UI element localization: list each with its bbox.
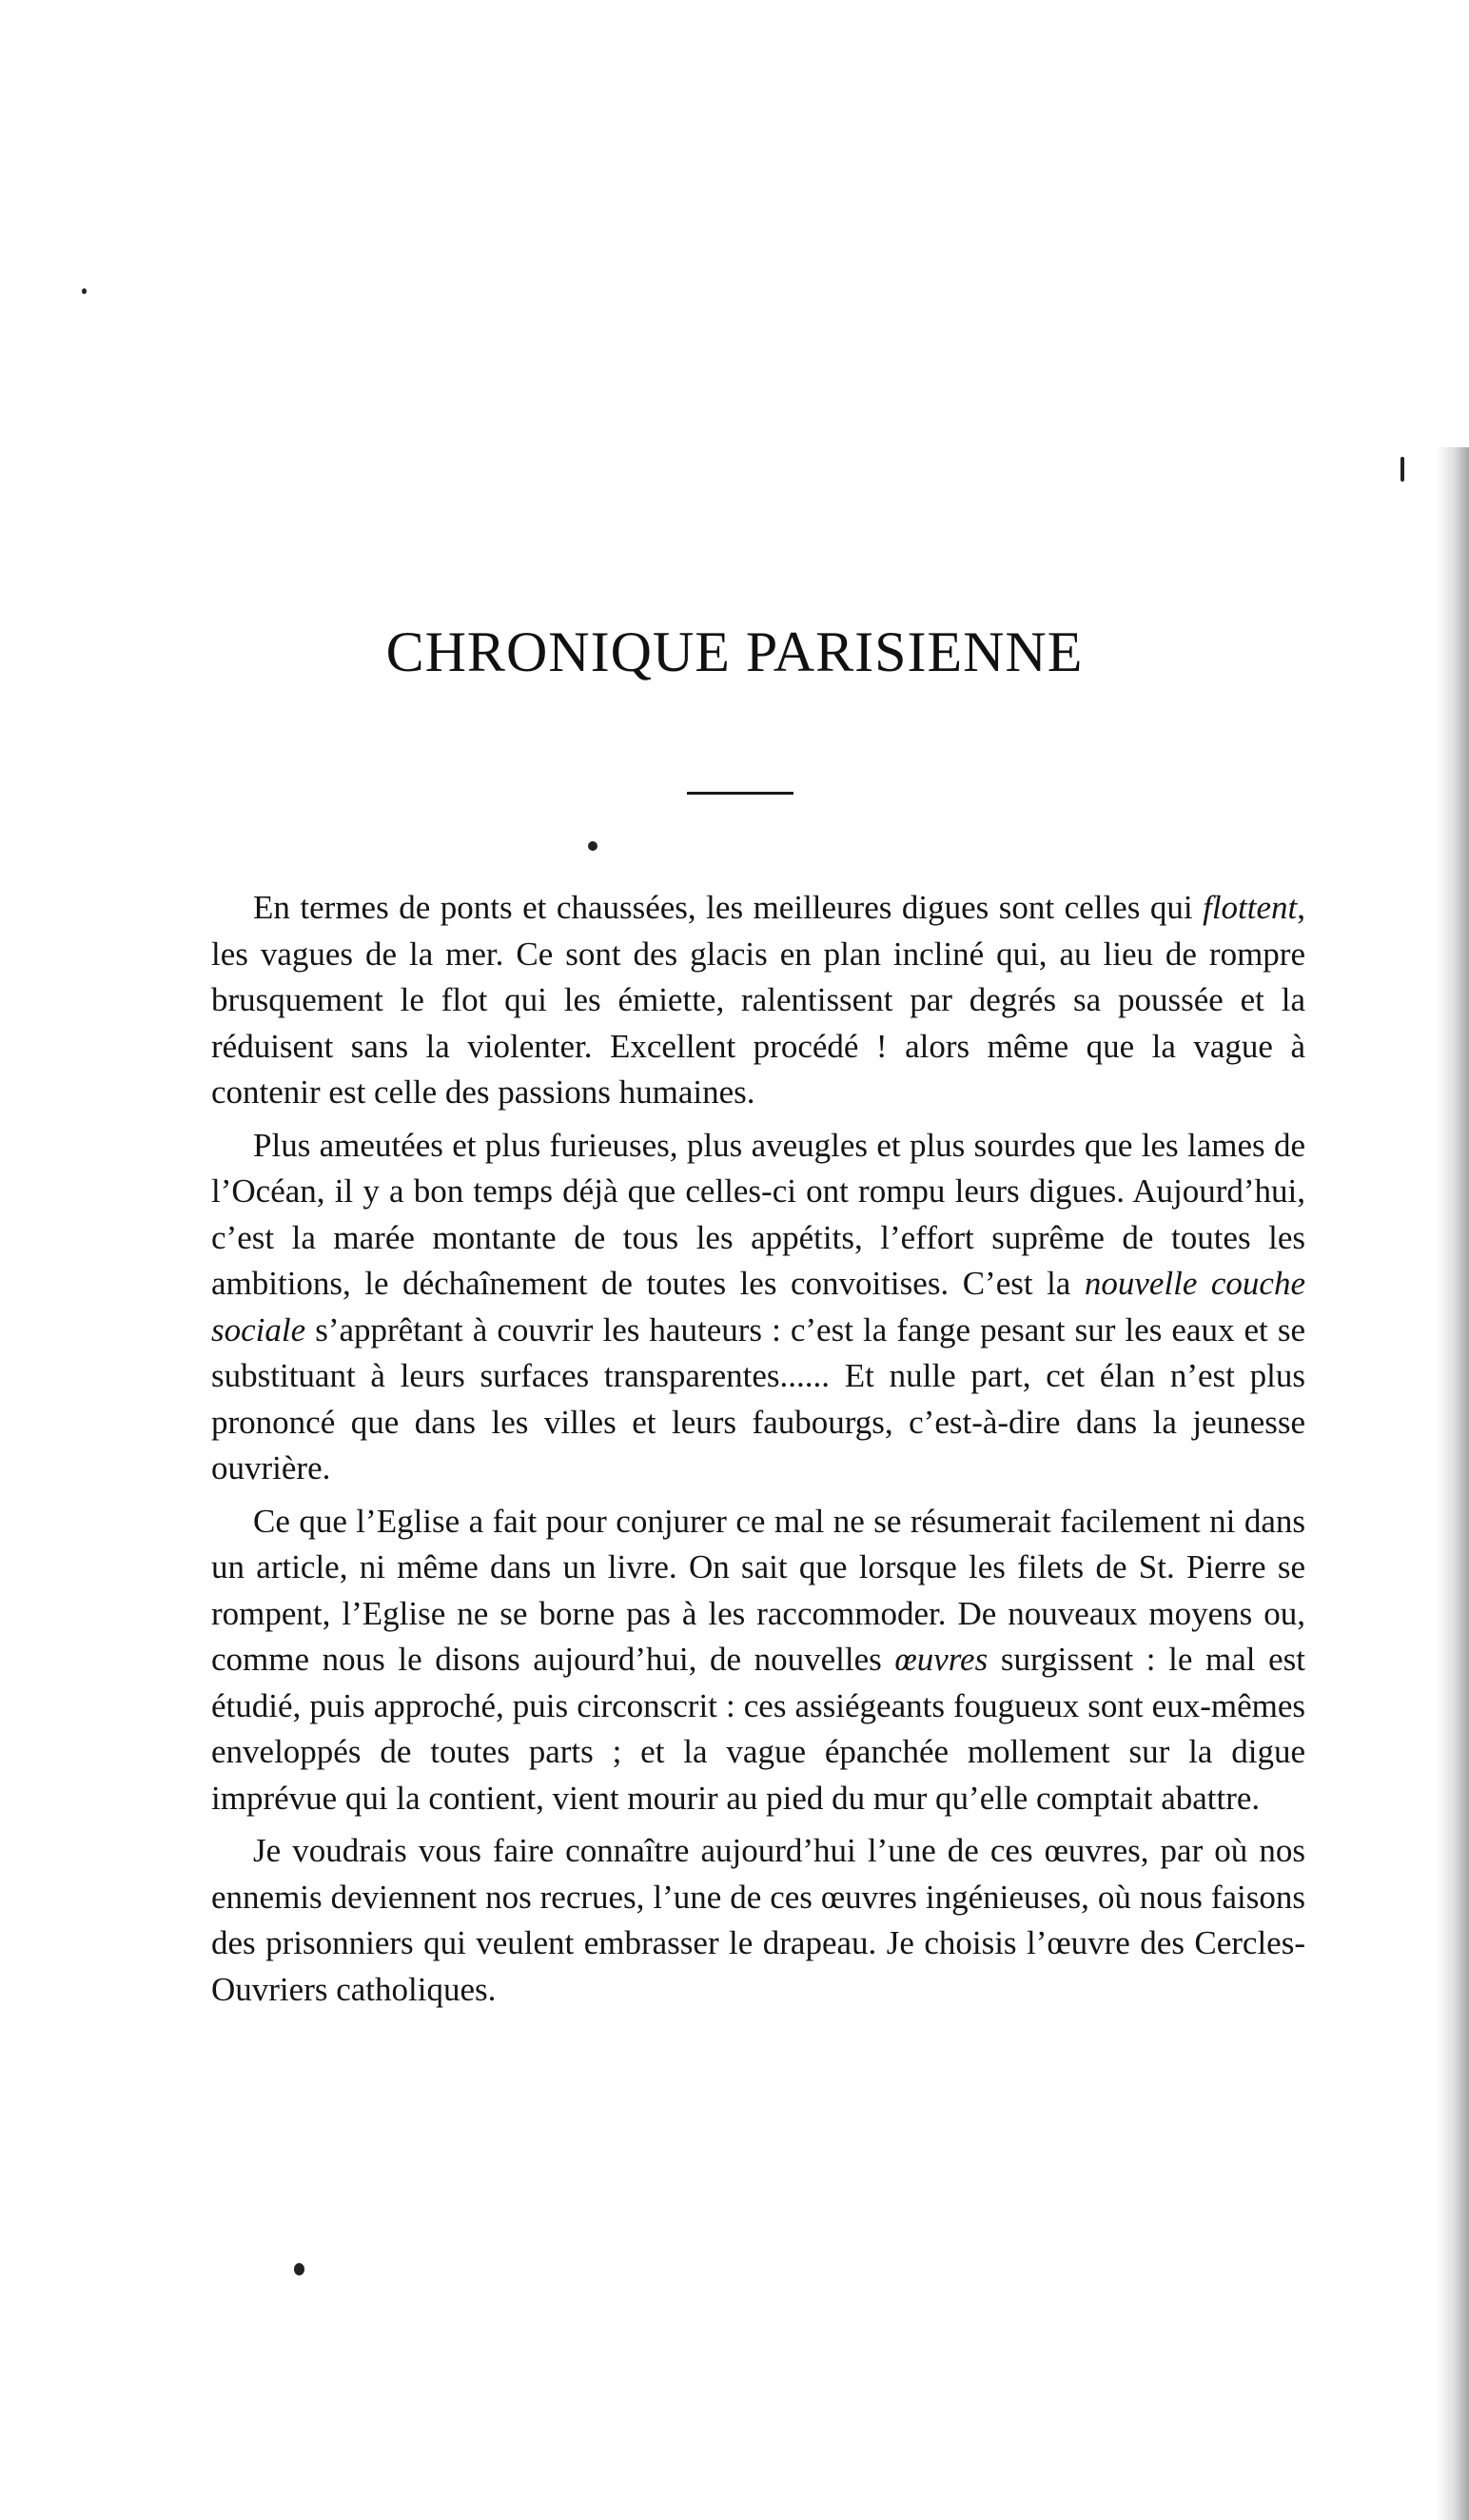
paragraph-3 <box>211 1499 1305 1822</box>
paragraph-2 <box>211 1123 1305 1492</box>
paragraph-text: surgissent : le mal est étudié, puis approché, puis circonscrit : ces assiégeants fougueux sont eux-mêmes enveloppés de toutes parts ; et la vague épanchée mollement sur la digue imprévue qui la contient, vient mourir au pied du mur qu’elle comptait abattre. <box>211 1641 1305 1817</box>
ink-speck <box>588 841 597 851</box>
paragraph-text: , les vagues de la mer. Ce sont des glacis en plan incliné qui, au lieu de rompre brusquement le flot qui les émiette, ralentissent par degrés sa poussée et la réduisent sans la violenter. Excellent procédé ! alors même que la vague à contenir est celle des passions humaines. <box>211 889 1305 1111</box>
ink-speck <box>1400 457 1404 482</box>
paragraph-4 <box>211 1828 1305 2013</box>
title-rule <box>687 792 793 795</box>
body-text <box>211 885 1305 2019</box>
ink-speck <box>294 2263 304 2275</box>
paragraph-1 <box>211 885 1305 1116</box>
paragraph-text: Ce que l’Eglise a fait pour conjurer ce mal ne se résumerait facilement ni dans un article, ni même dans un livre. On sait que lorsque les filets de St. Pierre se rompent, l’Eglise ne se borne pas à les raccommoder. De nouveaux moyens ou, comme nous le disons aujourd’hui, de nouvelles <box>211 1502 1305 1678</box>
italic-term: flottent <box>1203 889 1298 926</box>
paragraph-text: Je voudrais vous faire connaître aujourd’hui l’une de ces œuvres, par où nos ennemis deviennent nos recrues, l’une de ces œuvres ingénieuses, où nous faisons des prisonniers qui veulent embrasser le drapeau. Je choisis l’œuvre des Cercles-Ouvriers catholiques. <box>211 1832 1305 2008</box>
italic-term: œuvres <box>894 1641 989 1678</box>
paragraph-text: En termes de ponts et chaussées, les meilleures digues sont celles qui <box>253 889 1204 926</box>
paragraph-text: Plus ameutées et plus furieuses, plus aveugles et plus sourdes que les lames de l’Océan, il y a bon temps déjà que celles-ci ont rompu leurs digues. Aujourd’hui, c’est la marée montante de tous les appétits, l’effort suprême de toutes les ambitions, le déchaînement de toutes les convoitises. C’est la <box>211 1126 1305 1302</box>
chapter-title: CHRONIQUE PARISIENNE <box>385 620 1084 683</box>
italic-term: nouvelle couche sociale <box>211 1265 1306 1349</box>
page-edge-shadow <box>1437 447 1469 2520</box>
ink-speck <box>82 288 87 294</box>
paragraph-text: s’apprêtant à couvrir les hauteurs : c’est la fange pesant sur les eaux et se substituant à leurs surfaces transparentes...... Et nulle part, cet élan n’est plus prononcé que dans les villes et leurs faubourgs, c’est-à-dire dans la jeunesse ouvrière. <box>211 1310 1305 1486</box>
